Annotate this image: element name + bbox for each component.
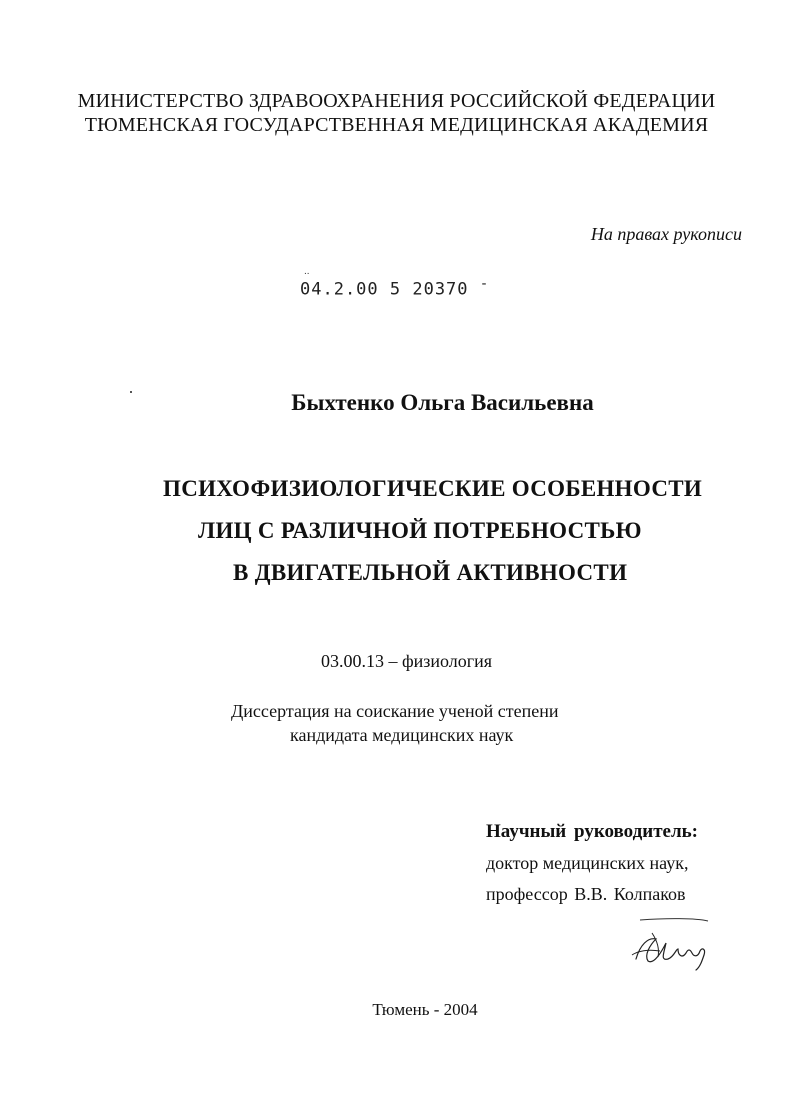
- dissertation-line-2: кандидата медицинских наук: [290, 725, 514, 745]
- author-name: Быхтенко Ольга Васильевна: [291, 390, 594, 415]
- title-line-3: В ДВИГАТЕЛЬНОЙ АКТИВНОСТИ: [233, 560, 628, 585]
- supervisor-degree: доктор медицинских наук,: [486, 853, 689, 873]
- registration-stamp: [300, 276, 489, 300]
- title-line-2: ЛИЦ С РАЗЛИЧНОЙ ПОТРЕБНОСТЬЮ: [198, 518, 642, 543]
- stamp-dots: ..: [304, 266, 310, 277]
- stamp-number: 04.2.00 5 20370: [300, 279, 469, 300]
- manuscript-note: На правах рукописи: [590, 224, 742, 244]
- signature-icon: [626, 915, 726, 975]
- stamp-mark: -: [479, 276, 490, 292]
- city-year: Тюмень - 2004: [372, 1000, 478, 1019]
- title-line-1: ПСИХОФИЗИОЛОГИЧЕСКИЕ ОСОБЕННОСТИ: [163, 476, 703, 501]
- supervisor-name: профессор В.В. Колпаков: [486, 884, 686, 904]
- specialty-code: 03.00.13 – физиология: [321, 651, 493, 671]
- ministry-line-1: МИНИСТЕРСТВО ЗДРАВООХРАНЕНИЯ РОССИЙСКОЙ ФЕДЕРАЦИИ: [77, 90, 716, 112]
- ministry-header: [0, 89, 793, 137]
- supervisor-heading: Научный руководитель:: [486, 821, 698, 842]
- ministry-line-2: ТЮМЕНСКАЯ ГОСУДАРСТВЕННАЯ МЕДИЦИНСКАЯ АКАДЕМИЯ: [84, 114, 709, 136]
- dissertation-line-1: Диссертация на соискание ученой степени: [231, 701, 559, 721]
